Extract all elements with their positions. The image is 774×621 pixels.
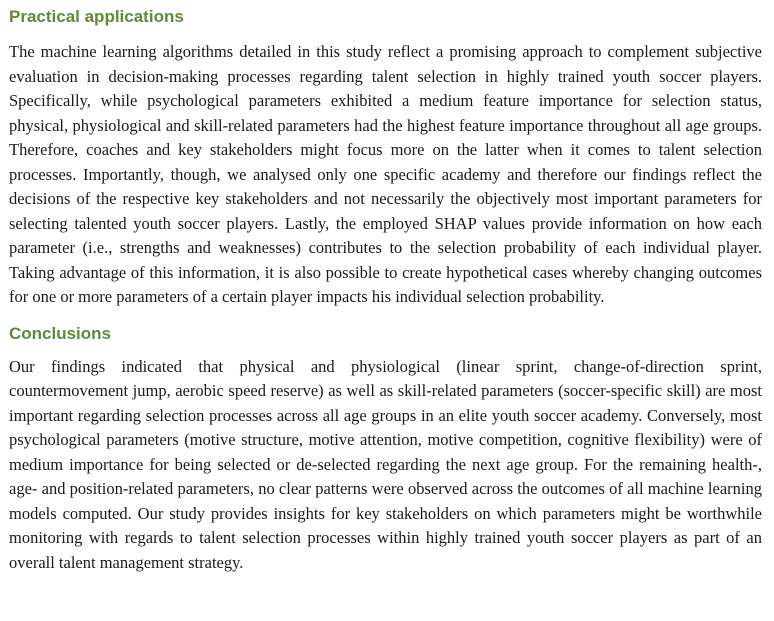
section-heading-practical-applications: Practical applications	[9, 7, 184, 26]
paragraph-practical-applications: The machine learning algorithms detailed in this study reflect a promising approach to complement subjective evaluation in decision-making processes regarding talent selection in highly trained youth soccer players. Specifically, while psychological parameters exhibited a medium feature importance for selection status, physical, physiological and skill-related parameters had the highest feature importance throughout all age groups. Therefore, coaches and key stakeholders might focus more on the latter when it comes to talent selection processes. Importantly, though, we analysed only one specific academy and therefore our findings reflect the decisions of the respective key stakeholders and not necessarily the objectively most important parameters for selecting talented youth soccer players. Lastly, the employed SHAP values provide information on how each parameter (i.e., strengths and weaknesses) contributes to the selection probability of each individual player. Taking advantage of this information, it is also possible to create hypothetical cases whereby changing outcomes for one or more parameters of a certain player impacts his individual selection probability.	[9, 42, 762, 306]
section-heading-conclusions: Conclusions	[9, 323, 112, 343]
article-body	[9, 0, 762, 575]
paragraph-conclusions: Our findings indicated that physical and physiological (linear sprint, change-of-direction sprint, countermovement jump, aerobic speed reserve) as well as skill-related parameters (soccer-specific skill) are most important regarding selection processes across all age groups in an elite youth soccer academy. Conversely, most psychological parameters (motive structure, motive attention, motive competition, cognitive flexibility) were of medium importance for being selected or de-selected regarding the next age group. For the remaining health-, age- and position-related parameters, no clear patterns were observed across the outcomes of all machine learning models computed. Our study provides insights for key stakeholders on which parameters might be worthwhile monitoring with regards to talent selection processes within highly trained youth soccer players as part of an overall talent management strategy.	[9, 356, 762, 572]
